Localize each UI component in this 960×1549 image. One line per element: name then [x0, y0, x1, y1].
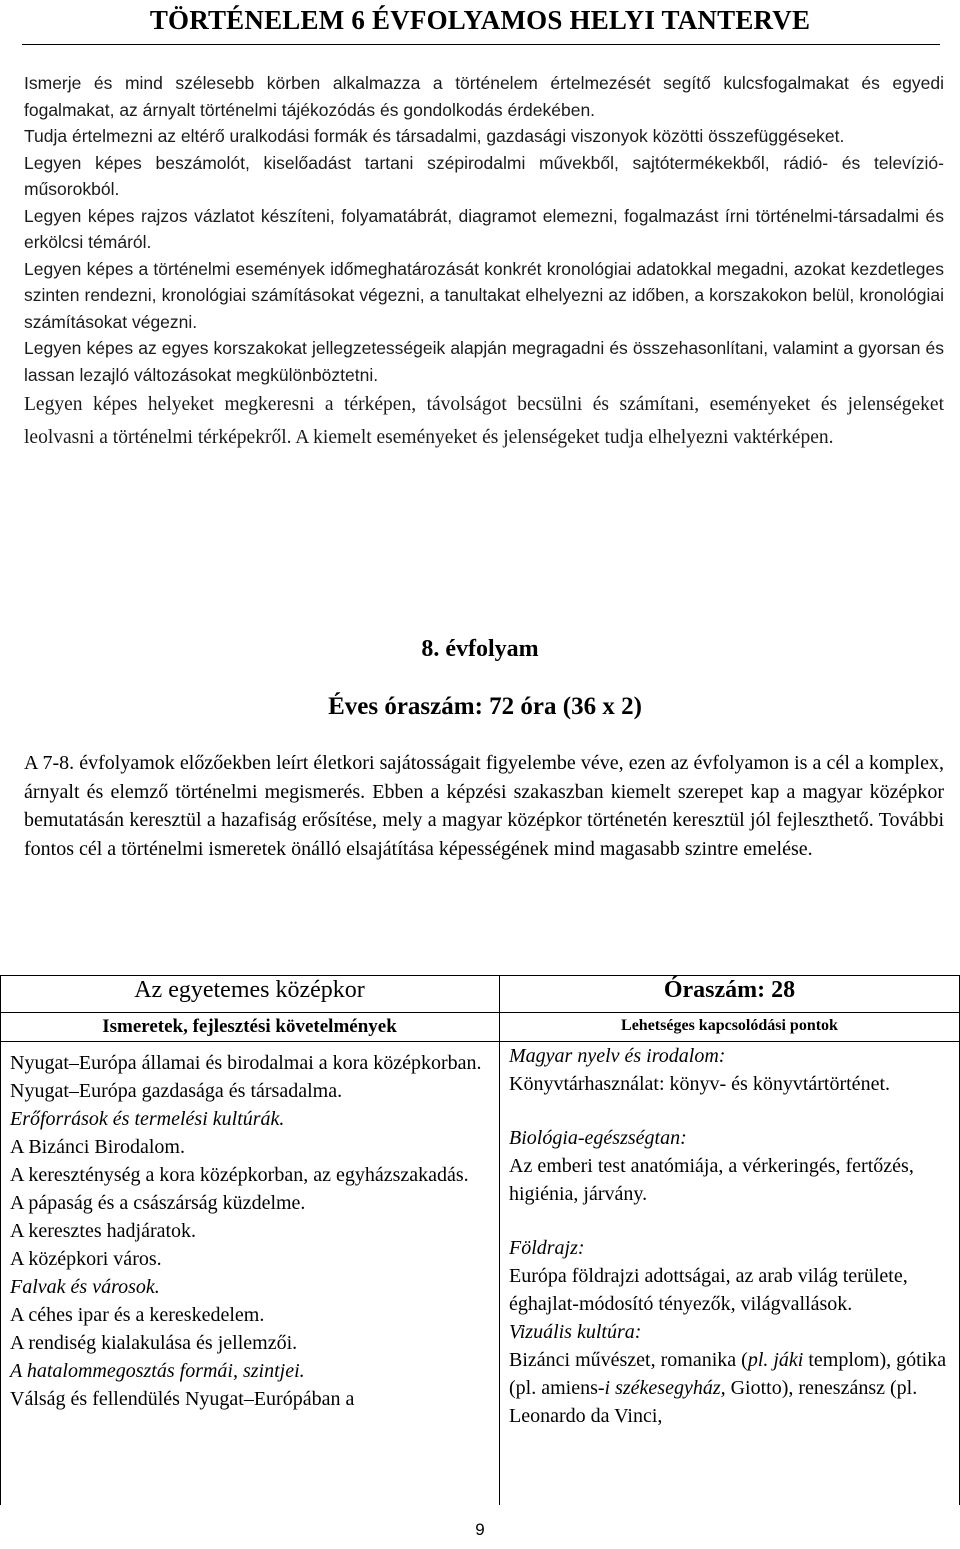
connection-group — [509, 1042, 949, 1098]
list-item: Nyugat–Európa államai és birodalmai a kora középkorban. — [10, 1052, 482, 1074]
list-item: A középkori város. — [10, 1248, 162, 1270]
list-item: A kereszténység a kora középkorban, az egyházszakadás. — [10, 1164, 469, 1186]
page-number: 9 — [475, 1520, 485, 1539]
subject-topics — [509, 1346, 949, 1430]
list-item: A céhes ipar és a kereskedelem. — [10, 1304, 265, 1326]
topic-text: pl. jáki — [747, 1349, 804, 1371]
annual-hours: Éves óraszám: 72 óra (36 x 2) — [328, 693, 642, 720]
connection-group — [509, 1318, 949, 1430]
topic-text: templom), gótika (pl. amiens- — [509, 1349, 947, 1399]
subject-topics: Európa földrajzi adottságai, az arab világ területe, éghajlat-módosító tényezők, világvallások. — [509, 1265, 908, 1315]
topic-text: i székesegyház, — [604, 1377, 726, 1399]
curriculum-table — [0, 975, 960, 1505]
connection-group — [509, 1124, 949, 1208]
grade-description — [24, 749, 944, 863]
table-subheader-left: Ismeretek, fejlesztési követelmények — [102, 1016, 397, 1037]
connection-points — [509, 1042, 949, 1444]
topic-text: Giotto), reneszánsz (pl. Leonardo da Vinci, — [509, 1377, 918, 1427]
connection-group — [509, 1234, 949, 1318]
intro-paragraph: Ismerje és mind szélesebb körben alkalmazza a történelem értelmezését segítő kulcsfogalmakat és egyedi fogalmakat, az árnyalt történelmi tájékozódás és gondolkodás érdekében. — [24, 73, 944, 120]
intro-paragraph: Legyen képes beszámolót, kiselőadást tartani szépirodalmi művekből, sajtótermékekből, rádió- és televízió-műsorokból. — [24, 152, 944, 199]
header-rule — [22, 44, 940, 45]
table-row-divider — [0, 1012, 960, 1013]
table-border-left — [0, 975, 1, 1505]
table-border-top — [0, 975, 960, 976]
subject-name: Vizuális kultúra: — [509, 1321, 642, 1343]
grade-description-text: A 7-8. évfolyamok előzőekben leírt életkori sajátosságait figyelembe véve, ezen az évfolyamon is a cél a komplex, árnyalt és elemző történelmi megismerés. Ebben a képzési szakaszban kiemelt szerepet kap a magyar középkor bemutatásán keresztül a hazafiság erősítése, mely a magyar középkor történetén keresztül jól fejleszthető. További fontos cél a történelmi ismeretek önálló elsajátítása képességének mind magasabb szintre emelése. — [24, 752, 944, 860]
topic-text: Bizánci művészet, romanika ( — [509, 1349, 748, 1371]
list-item: Erőforrások és termelési kultúrák. — [10, 1108, 285, 1130]
intro-section — [24, 70, 944, 454]
intro-paragraph: Legyen képes rajzos vázlatot készíteni, folyamatábrát, diagramot elemezni, fogalmazást írni történelmi-társadalmi és erkölcsi témáról. — [24, 205, 944, 252]
list-item: Válság és fellendülés Nyugat–Európában a — [10, 1388, 355, 1410]
knowledge-list — [10, 1049, 490, 1413]
list-item: A rendiség kialakulása és jellemzői. — [10, 1332, 298, 1354]
intro-paragraph: Legyen képes helyeket megkeresni a térképen, távolságot becsülni és számítani, eseményeket és jelenségeket leolvasni a történelmi térképekről. A kiemelt eseményeket és jelenségeket tudja elhelyezni vaktérképen. — [24, 394, 944, 448]
document-header: TÖRTÉNELEM 6 ÉVFOLYAMOS HELYI TANTERVE — [149, 5, 811, 35]
list-item: A pápaság és a császárság küzdelme. — [10, 1192, 306, 1214]
intro-paragraph: Legyen képes a történelmi események időmeghatározását konkrét kronológiai adatokkal megadni, azokat kezdetleges szinten rendezni, kronológiai számításokat végezni, a tanultakat elhelyezni az időben, a korszakokon belül, kronológiai számításokat végezni. — [24, 258, 944, 332]
intro-paragraph: Legyen képes az egyes korszakokat jellegzetességeik alapján megragadni és összehasonlítani, valamint a gyorsan és lassan lezajló változásokat megkülönböztetni. — [24, 338, 944, 385]
table-column-divider — [499, 975, 500, 1505]
intro-paragraph: Tudja értelmezni az eltérő uralkodási formák és társadalmi, gazdasági viszonyok közötti összefüggéseket. — [24, 126, 845, 146]
table-title-left: Az egyetemes középkor — [134, 977, 365, 1003]
list-item: A Bizánci Birodalom. — [10, 1136, 185, 1158]
list-item: Nyugat–Európa gazdasága és társadalma. — [10, 1080, 343, 1102]
subject-topics: Az emberi test anatómiája, a vérkeringés, fertőzés, higiénia, járvány. — [509, 1155, 914, 1205]
subject-name: Földrajz: — [509, 1237, 585, 1259]
list-item: Falvak és városok. — [10, 1276, 160, 1298]
subject-topics: Könyvtárhasználat: könyv- és könyvtártörténet. — [509, 1073, 890, 1095]
grade-title: 8. évfolyam — [421, 636, 539, 662]
table-subheader-right: Lehetséges kapcsolódási pontok — [621, 1017, 838, 1034]
subject-name: Biológia-egészségtan: — [509, 1127, 687, 1149]
list-item: A hatalommegosztás formái, szintjei. — [10, 1360, 305, 1382]
subject-name: Magyar nyelv és irodalom: — [509, 1045, 726, 1067]
list-item: A keresztes hadjáratok. — [10, 1220, 197, 1242]
table-title-right: Óraszám: 28 — [663, 977, 796, 1003]
